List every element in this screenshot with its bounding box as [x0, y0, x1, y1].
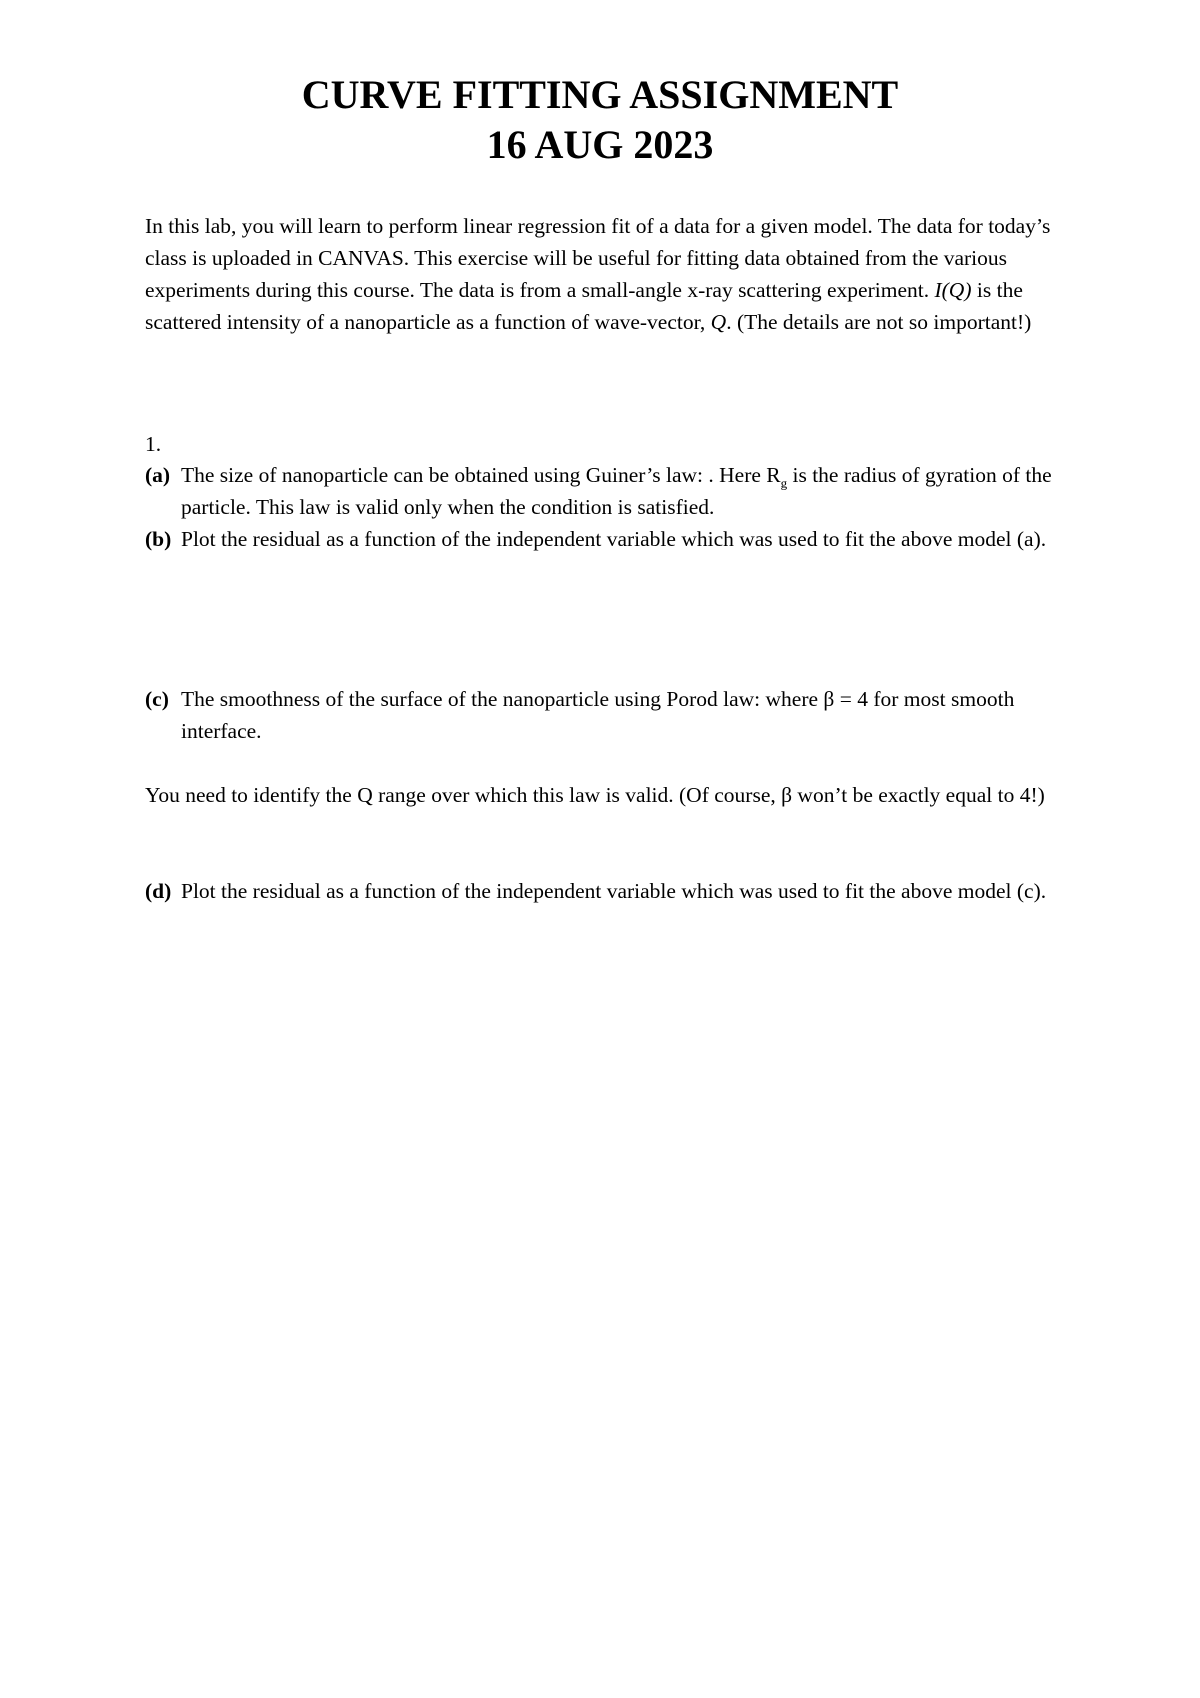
item-b	[145, 523, 1063, 555]
intro-paragraph	[145, 210, 1063, 338]
item-d-text: Plot the residual as a function of the independent variable which was used to fit the above model (c).	[181, 879, 1047, 903]
item-a-text-1: The size of nanoparticle can be obtained using Guiner’s law: . Here R	[181, 463, 781, 487]
porod-note: You need to identify the Q range over which this law is valid. (Of course, β won’t be exactly equal to 4!)	[145, 783, 1045, 807]
intro-q: Q	[710, 310, 727, 334]
question-number: 1.	[145, 432, 162, 456]
item-a-label: (a)	[145, 463, 171, 487]
item-c-label: (c)	[145, 687, 169, 711]
item-d	[145, 875, 1063, 907]
item-b-text: Plot the residual as a function of the independent variable which was used to fit the above model (a).	[181, 527, 1047, 551]
item-d-label: (d)	[145, 879, 172, 903]
page-title	[0, 70, 1200, 170]
item-a	[145, 459, 1063, 523]
intro-text-2: is the scattered intensity of a nanoparticle as a function of wave-vector,	[145, 278, 1023, 334]
item-c	[145, 683, 1063, 747]
item-c-text: The smoothness of the surface of the nanoparticle using Porod law: where β = 4 for most smooth interface.	[181, 687, 1015, 743]
title-line-1: CURVE FITTING ASSIGNMENT	[301, 72, 899, 117]
item-a-text-2: is the radius of gyration of the particle. This law is valid only when the condition is satisfied.	[181, 463, 1052, 519]
title-line-2: 16 AUG 2023	[486, 122, 714, 167]
item-b-label: (b)	[145, 527, 172, 551]
intro-text-1: In this lab, you will learn to perform linear regression fit of a data for a given model. The data for today’s class is uploaded in CANVAS. This exercise will be useful for fitting data obtained from the various experiments during this course. The data is from a small-angle x-ray scattering experiment.	[145, 214, 1051, 302]
item-a-subscript: g	[780, 475, 788, 491]
intro-text-3: . (The details are not so important!)	[726, 310, 1032, 334]
intro-iq: I(Q)	[934, 278, 972, 302]
